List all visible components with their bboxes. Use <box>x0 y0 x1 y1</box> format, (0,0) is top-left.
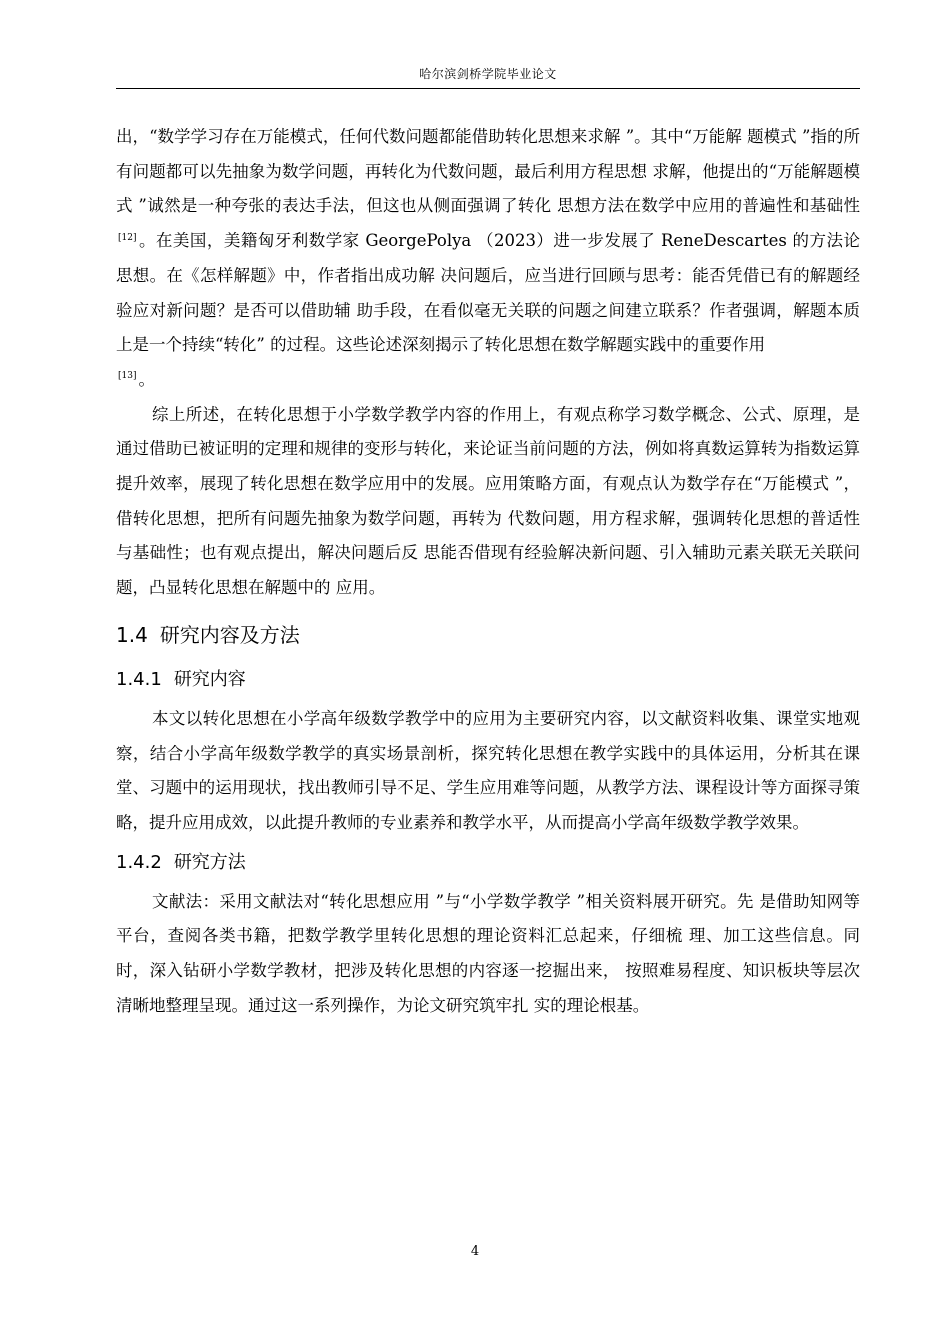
header-rule <box>116 88 860 89</box>
subsection-heading-1-4-2 <box>116 841 860 885</box>
body-text <box>116 120 860 1023</box>
section-heading-1-4 <box>116 612 860 658</box>
paragraph-text: 。在美国，美籍匈牙利数学家 GeorgePolya （2023）进一步发展了 ReneDescartes 的方法论思想。在《怎样解题》中，作者指出成功解 决问题后，应当进行回顾与思考：能否凭借已有的解题经验应对新问题？是否可以借助辅 助手段，在看似毫无关联的问题之间建立联系？作者强调，解题本质上是一个持续“转化” 的过程。这些论述深刻揭示了转化思想在数学解题实践中的重要作用 <box>116 231 860 355</box>
section-number: 1.4 <box>116 622 148 647</box>
paragraph-text: 。 <box>138 369 155 389</box>
citation-13[interactable]: [13] <box>118 371 137 382</box>
paragraph-history-continued <box>116 120 860 398</box>
paragraph-summary: 综上所述，在转化思想于小学数学教学内容的作用上，有观点称学习数学概念、公式、原理，是通过借助已被证明的定理和规律的变形与转化，来论证当前问题的方法，例如将真数运算转为指数运算提升效率，展现了转化思想在数学应用中的发展。应用策略方面，有观点认为数学存在“万能模式 ”，借转化思想，把所有问题先抽象为数学问题，再转为 代数问题，用方程求解，强调转化思想的普适性与基础性；也有观点提出，解决问题后反 思能否借现有经验解决新问题、引入辅助元素关联无关联问题，凸显转化思想在解题中的 应用。 <box>116 404 860 598</box>
paragraph-research-methods: 文献法：采用文献法对“转化思想应用 ”与“小学数学教学 ”相关资料展开研究。先 是借助知网等平台，查阅各类书籍，把数学教学里转化思想的理论资料汇总起来，仔细梳 理、加工这些信息。同时，深入钻研小学数学教材，把涉及转化思想的内容逐一挖掘出来， 按照难易程度、知识板块等层次清晰地整理呈现。通过这一系列操作，为论文研究筑牢扎 实的理论根基。 <box>116 891 860 1015</box>
citation-12[interactable]: [12] <box>118 232 137 243</box>
paragraph-research-content: 本文以转化思想在小学高年级数学教学中的应用为主要研究内容，以文献资料收集、课堂实地观察，结合小学高年级数学教学的真实场景剖析，探究转化思想在教学实践中的具体运用，分析其在课堂、习题中的运用现状，找出教师引导不足、学生应用难等问题，从教学方法、课程设计等方面探寻策略，提升应用成效，以此提升教师的专业素养和教学水平，从而提高小学高年级数学教学效果。 <box>116 708 860 832</box>
page-number: 4 <box>470 1244 480 1259</box>
section-title: 研究内容及方法 <box>159 622 300 647</box>
subsection-title: 研究内容 <box>173 668 246 690</box>
subsection-heading-1-4-1 <box>116 658 860 702</box>
subsection-number: 1.4.2 <box>116 851 162 873</box>
subsection-title: 研究方法 <box>173 851 246 873</box>
running-header: 哈尔滨剑桥学院毕业论文 <box>419 67 557 81</box>
subsection-number: 1.4.1 <box>116 668 162 690</box>
paragraph-text: 出，“数学学习存在万能模式，任何代数问题都能借助转化思想来求解 ”。其中“万能解 题模式 ”指的所有问题都可以先抽象为数学问题，再转化为代数问题，最后利用方程思想 求解，他提出的“万能解题模式 ”诚然是一种夸张的表达手法，但这也从侧面强调了转化 思想方法在数学中应用的普遍性和基础性 <box>116 127 860 216</box>
